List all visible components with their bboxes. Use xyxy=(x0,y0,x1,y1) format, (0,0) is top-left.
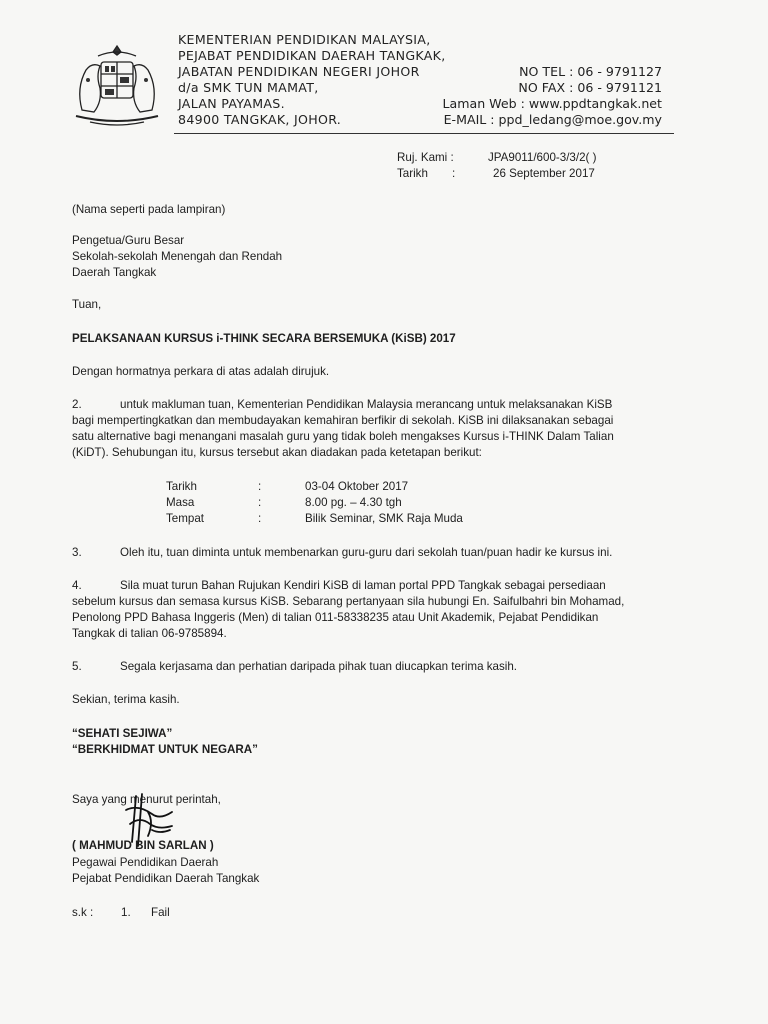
tel-number: NO TEL : 06 - 9791127 xyxy=(519,64,662,79)
signatory-name: ( MAHMUD BIN SARLAN ) xyxy=(72,839,214,852)
detail-value: Bilik Seminar, SMK Raja Muda xyxy=(305,512,463,525)
website: Laman Web : www.ppdtangkak.net xyxy=(442,96,662,111)
motto: “BERKHIDMAT UNTUK NEGARA” xyxy=(72,743,258,756)
signatory-title: Pegawai Pendidikan Daerah xyxy=(72,856,219,869)
org-line: d/a SMK TUN MAMAT, xyxy=(178,80,319,95)
para2-line: bagi mempertingkatkan dan membudayakan kemahiran berfikir di sekolah. KiSB ini dilaksanakan sebagai xyxy=(72,414,614,427)
coat-of-arms-logo xyxy=(68,40,166,132)
detail-colon: : xyxy=(258,496,262,509)
para-number: 4. xyxy=(72,579,82,592)
signatory-office: Pejabat Pendidikan Daerah Tangkak xyxy=(72,872,260,885)
date-colon: : xyxy=(452,167,456,180)
para4-line: Tangkak di talian 06-9785894. xyxy=(72,627,227,640)
para2-line: untuk makluman tuan, Kementerian Pendidikan Malaysia merancang untuk melaksanakan KiSB xyxy=(120,398,613,411)
detail-colon: : xyxy=(258,480,262,493)
detail-value: 8.00 pg. – 4.30 tgh xyxy=(305,496,402,509)
ref-label: Ruj. Kami : xyxy=(397,151,454,164)
recipient-line: Pengetua/Guru Besar xyxy=(72,234,185,247)
cc-number: 1. xyxy=(121,906,131,919)
opening-line: Dengan hormatnya perkara di atas adalah dirujuk. xyxy=(72,365,330,378)
para5-text: Segala kerjasama dan perhatian daripada pihak tuan diucapkan terima kasih. xyxy=(120,660,518,673)
recipient-line: Daerah Tangkak xyxy=(72,266,157,279)
para4-line: sebelum kursus dan semasa kursus KiSB. Sebarang pertanyaan sila hubungi En. Saifulbahri bin Mohamad, xyxy=(72,595,625,608)
para-number: 3. xyxy=(72,546,82,559)
para2-line: satu alternative bagi menangani masalah guru yang tidak boleh mengakses Kursus i-THINK Dalam Talian xyxy=(72,430,614,443)
date-value: 26 September 2017 xyxy=(493,167,595,180)
email-address: E-MAIL : ppd_ledang@moe.gov.my xyxy=(443,112,662,127)
recipient-line: Sekolah-sekolah Menengah dan Rendah xyxy=(72,250,283,263)
org-line: JALAN PAYAMAS. xyxy=(178,96,285,111)
detail-label: Masa xyxy=(166,496,195,509)
org-line: JABATAN PENDIDIKAN NEGERI JOHOR xyxy=(178,64,420,79)
para4-line: Sila muat turun Bahan Rujukan Kendiri KiSB di laman portal PPD Tangkak sebagai persediaan xyxy=(120,579,606,592)
para-number: 5. xyxy=(72,660,82,673)
cc-item: Fail xyxy=(151,906,170,919)
date-label: Tarikh xyxy=(397,167,428,180)
cc-label: s.k : xyxy=(72,906,94,919)
subject-heading: PELAKSANAAN KURSUS i-THINK SECARA BERSEMUKA (KiSB) 2017 xyxy=(72,332,456,345)
detail-label: Tarikh xyxy=(166,480,197,493)
para4-line: Penolong PPD Bahasa Inggeris (Men) di talian 011-58338235 atau Unit Akademik, Pejabat Pendidikan xyxy=(72,611,599,624)
ref-value: JPA9011/600-3/3/2( ) xyxy=(488,151,597,164)
org-line: PEJABAT PENDIDIKAN DAERAH TANGKAK, xyxy=(178,48,446,63)
motto: “SEHATI SEJIWA” xyxy=(72,727,173,740)
detail-value: 03-04 Oktober 2017 xyxy=(305,480,409,493)
recipient-address xyxy=(72,233,282,281)
recipient-note: (Nama seperti pada lampiran) xyxy=(72,203,226,216)
org-line: 84900 TANGKAK, JOHOR. xyxy=(178,112,342,127)
para2-line: (KiDT). Sehubungan itu, kursus tersebut akan diadakan pada ketetapan berikut: xyxy=(72,446,482,459)
org-line: KEMENTERIAN PENDIDIKAN MALAYSIA, xyxy=(178,32,431,47)
para3-text: Oleh itu, tuan diminta untuk membenarkan guru-guru dari sekolah tuan/puan hadir ke kursus ini. xyxy=(120,546,613,559)
detail-colon: : xyxy=(258,512,262,525)
signoff-line: Saya yang menurut perintah, xyxy=(72,793,221,806)
detail-label: Tempat xyxy=(166,512,205,525)
letterhead-divider xyxy=(174,133,674,134)
letterhead-org-block xyxy=(178,32,446,128)
fax-number: NO FAX : 06 - 9791121 xyxy=(518,80,662,95)
closing-line: Sekian, terima kasih. xyxy=(72,693,180,706)
para-number: 2. xyxy=(72,398,82,411)
salutation: Tuan, xyxy=(72,298,102,311)
letterhead-contact-block xyxy=(442,64,662,128)
